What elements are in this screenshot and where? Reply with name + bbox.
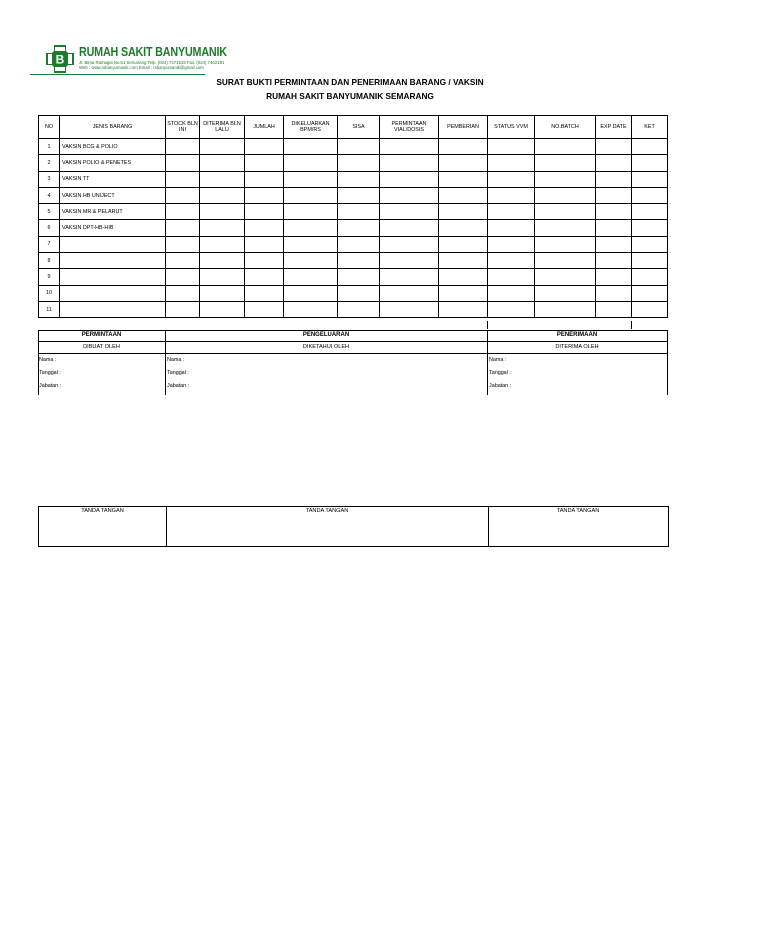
- row-number: 4: [39, 187, 60, 203]
- table-cell: [596, 253, 632, 269]
- table-cell: [380, 253, 439, 269]
- table-cell: [632, 301, 668, 317]
- table-row: [39, 236, 668, 252]
- item-name: VAKSIN TT: [60, 171, 166, 187]
- logo-letter: B: [55, 52, 65, 67]
- row-number: 6: [39, 220, 60, 236]
- table-cell: [488, 171, 535, 187]
- item-name: [60, 285, 166, 301]
- table-cell: [284, 204, 338, 220]
- row-number: 8: [39, 253, 60, 269]
- table-cell: [535, 253, 596, 269]
- table-cell: [535, 139, 596, 155]
- table-cell: [166, 269, 200, 285]
- document-subtitle: RUMAH SAKIT BANYUMANIK SEMARANG: [266, 91, 434, 101]
- table-cell: [535, 171, 596, 187]
- column-header: JENIS BARANG: [60, 116, 166, 139]
- table-cell: [596, 187, 632, 203]
- table-cell: [380, 301, 439, 317]
- address-line-2: Web : www.rsbanyumanik.com Email : rsbanyumanik@gmail.com: [79, 65, 204, 71]
- permintaan-nama-field: Nama :: [39, 357, 57, 363]
- row-number: 11: [39, 301, 60, 317]
- table-cell: [284, 171, 338, 187]
- table-cell: [632, 253, 668, 269]
- tanda-tangan-penerimaan: TANDA TANGAN: [556, 508, 600, 514]
- table-cell: [439, 301, 488, 317]
- tanda-tangan-pengeluaran: TANDA TANGAN: [305, 508, 349, 514]
- table-cell: [596, 204, 632, 220]
- column-header: PEMBERIAN: [439, 116, 488, 139]
- pengeluaran-title: PENGELUARAN: [302, 332, 350, 338]
- table-row: [39, 139, 668, 155]
- table-cell: [200, 187, 245, 203]
- permintaan-sub: DIBUAT OLEH: [83, 344, 120, 350]
- item-name: VAKSIN DPT-HB-HIB: [60, 220, 166, 236]
- permintaan-tanggal-field: Tanggal :: [39, 370, 61, 376]
- table-cell: [535, 187, 596, 203]
- table-cell: [596, 285, 632, 301]
- column-header: DITERIMA BLN LALU: [200, 116, 245, 139]
- table-cell: [535, 204, 596, 220]
- table-cell: [284, 236, 338, 252]
- table-cell: [632, 171, 668, 187]
- column-header: DIKELUARKAN BPM/RS: [284, 116, 338, 139]
- table-cell: [284, 187, 338, 203]
- table-cell: [439, 204, 488, 220]
- table-cell: [488, 139, 535, 155]
- table-cell: [166, 253, 200, 269]
- table-cell: [439, 236, 488, 252]
- table-cell: [245, 301, 284, 317]
- document-title: SURAT BUKTI PERMINTAAN DAN PENERIMAAN BARANG / VAKSIN: [216, 77, 484, 87]
- table-cell: [284, 301, 338, 317]
- table-cell: [380, 236, 439, 252]
- table-cell: [245, 220, 284, 236]
- column-header: STOCK BLN INI: [166, 116, 200, 139]
- table-cell: [380, 220, 439, 236]
- table-cell: [245, 155, 284, 171]
- table-cell: [245, 236, 284, 252]
- item-name: VAKSIN HB UNIJECT: [60, 187, 166, 203]
- table-cell: [166, 204, 200, 220]
- table-cell: [596, 139, 632, 155]
- address-line-1: Jl. Bima Ramagia No.61 Semarang Telp. (024) 7471519 Fax. (024) 7462181: [79, 60, 225, 65]
- table-cell: [284, 220, 338, 236]
- table-cell: [284, 285, 338, 301]
- column-header: PERMINTAAN VIAL/DOSIS: [380, 116, 439, 139]
- table-cell: [632, 269, 668, 285]
- table-cell: [338, 171, 380, 187]
- penerimaan-nama-field: Nama :: [489, 357, 507, 363]
- table-cell: [439, 187, 488, 203]
- penerimaan-jabatan-field: Jabatan :: [489, 383, 512, 389]
- table-cell: [245, 139, 284, 155]
- table-cell: [338, 269, 380, 285]
- org-address: [79, 60, 224, 70]
- table-cell: [245, 269, 284, 285]
- item-name: VAKSIN POLIO & PENETES: [60, 155, 166, 171]
- row-number: 5: [39, 204, 60, 220]
- table-cell: [488, 155, 535, 171]
- column-header: EXP DATE: [596, 116, 632, 139]
- row-number: 1: [39, 139, 60, 155]
- table-cell: [200, 204, 245, 220]
- column-header: JUMLAH: [245, 116, 284, 139]
- table-cell: [245, 171, 284, 187]
- row-number: 9: [39, 269, 60, 285]
- table-cell: [488, 187, 535, 203]
- table-cell: [166, 301, 200, 317]
- table-row: [39, 253, 668, 269]
- column-header: STATUS VVM: [488, 116, 535, 139]
- pengeluaran-tanggal-field: Tanggal :: [167, 370, 189, 376]
- table-cell: [596, 155, 632, 171]
- table-cell: [380, 155, 439, 171]
- penerimaan-sub: DITERIMA OLEH: [555, 344, 599, 350]
- table-cell: [439, 171, 488, 187]
- table-cell: [166, 155, 200, 171]
- table-cell: [200, 220, 245, 236]
- table-cell: [632, 285, 668, 301]
- table-cell: [632, 204, 668, 220]
- column-header: NO: [39, 116, 60, 139]
- permintaan-jabatan-field: Jabatan :: [39, 383, 62, 389]
- table-cell: [284, 269, 338, 285]
- item-name: [60, 301, 166, 317]
- penerimaan-title: PENERIMAAN: [556, 332, 598, 338]
- table-cell: [596, 236, 632, 252]
- table-cell: [632, 155, 668, 171]
- table-cell: [338, 253, 380, 269]
- table-cell: [200, 139, 245, 155]
- table-cell: [380, 187, 439, 203]
- table-row: [39, 155, 668, 171]
- row-number: 7: [39, 236, 60, 252]
- item-name: [60, 253, 166, 269]
- table-cell: [338, 187, 380, 203]
- item-name: VAKSIN BCG & POLIO: [60, 139, 166, 155]
- table-cell: [488, 269, 535, 285]
- table-cell: [200, 155, 245, 171]
- table-cell: [535, 285, 596, 301]
- hospital-logo-icon: [45, 44, 75, 74]
- item-name: [60, 269, 166, 285]
- column-header: SISA: [338, 116, 380, 139]
- row-number: 3: [39, 171, 60, 187]
- table-cell: [200, 236, 245, 252]
- table-cell: [596, 301, 632, 317]
- table-cell: [284, 155, 338, 171]
- pengeluaran-nama-field: Nama :: [167, 357, 185, 363]
- table-cell: [439, 220, 488, 236]
- tanda-tangan-box: [38, 506, 669, 547]
- pengeluaran-sub: DIKETAHUI OLEH: [302, 344, 350, 350]
- table-cell: [200, 269, 245, 285]
- vaccine-table: [38, 115, 668, 318]
- column-header: NO.BATCH: [535, 116, 596, 139]
- table-row: [39, 285, 668, 301]
- table-row: [39, 187, 668, 203]
- table-cell: [245, 285, 284, 301]
- table-cell: [338, 301, 380, 317]
- table-cell: [596, 220, 632, 236]
- table-row: [39, 204, 668, 220]
- table-cell: [632, 139, 668, 155]
- table-cell: [166, 171, 200, 187]
- permintaan-title: PERMINTAAN: [81, 332, 122, 338]
- table-cell: [535, 220, 596, 236]
- table-cell: [284, 139, 338, 155]
- table-row: [39, 220, 668, 236]
- table-cell: [166, 285, 200, 301]
- table-cell: [380, 269, 439, 285]
- table-cell: [488, 204, 535, 220]
- table-cell: [200, 253, 245, 269]
- table-cell: [439, 139, 488, 155]
- table-cell: [200, 285, 245, 301]
- table-cell: [166, 220, 200, 236]
- table-cell: [166, 187, 200, 203]
- table-cell: [245, 187, 284, 203]
- table-cell: [632, 236, 668, 252]
- table-cell: [245, 253, 284, 269]
- table-spacer: [487, 321, 632, 329]
- table-cell: [488, 220, 535, 236]
- table-cell: [535, 155, 596, 171]
- table-cell: [488, 236, 535, 252]
- table-cell: [439, 269, 488, 285]
- table-header-row: [39, 116, 668, 139]
- table-cell: [200, 301, 245, 317]
- column-header: KET: [632, 116, 668, 139]
- table-cell: [596, 171, 632, 187]
- table-cell: [338, 285, 380, 301]
- item-name: VAKSIN MR & PELARUT: [60, 204, 166, 220]
- tanda-tangan-permintaan: TANDA TANGAN: [81, 508, 124, 514]
- table-cell: [284, 253, 338, 269]
- penerimaan-tanggal-field: Tanggal :: [489, 370, 511, 376]
- table-cell: [535, 269, 596, 285]
- table-cell: [166, 139, 200, 155]
- table-cell: [439, 253, 488, 269]
- item-name: [60, 236, 166, 252]
- org-name: RUMAH SAKIT BANYUMANIK: [79, 45, 227, 59]
- table-row: [39, 269, 668, 285]
- table-cell: [338, 204, 380, 220]
- table-cell: [439, 285, 488, 301]
- table-cell: [596, 269, 632, 285]
- table-cell: [488, 301, 535, 317]
- table-cell: [338, 220, 380, 236]
- table-cell: [380, 204, 439, 220]
- table-cell: [380, 171, 439, 187]
- table-cell: [338, 155, 380, 171]
- table-cell: [632, 187, 668, 203]
- table-cell: [338, 236, 380, 252]
- table-row: [39, 301, 668, 317]
- signature-section: [38, 330, 668, 395]
- table-cell: [632, 220, 668, 236]
- table-row: [39, 171, 668, 187]
- header-divider: [30, 74, 205, 75]
- row-number: 2: [39, 155, 60, 171]
- table-cell: [166, 236, 200, 252]
- pengeluaran-jabatan-field: Jabatan :: [167, 383, 190, 389]
- table-cell: [338, 139, 380, 155]
- row-number: 10: [39, 285, 60, 301]
- table-cell: [488, 285, 535, 301]
- table-cell: [200, 171, 245, 187]
- table-cell: [535, 236, 596, 252]
- table-cell: [380, 285, 439, 301]
- table-cell: [535, 301, 596, 317]
- table-cell: [245, 204, 284, 220]
- table-cell: [439, 155, 488, 171]
- table-cell: [488, 253, 535, 269]
- table-cell: [380, 139, 439, 155]
- hospital-logo: [45, 44, 227, 76]
